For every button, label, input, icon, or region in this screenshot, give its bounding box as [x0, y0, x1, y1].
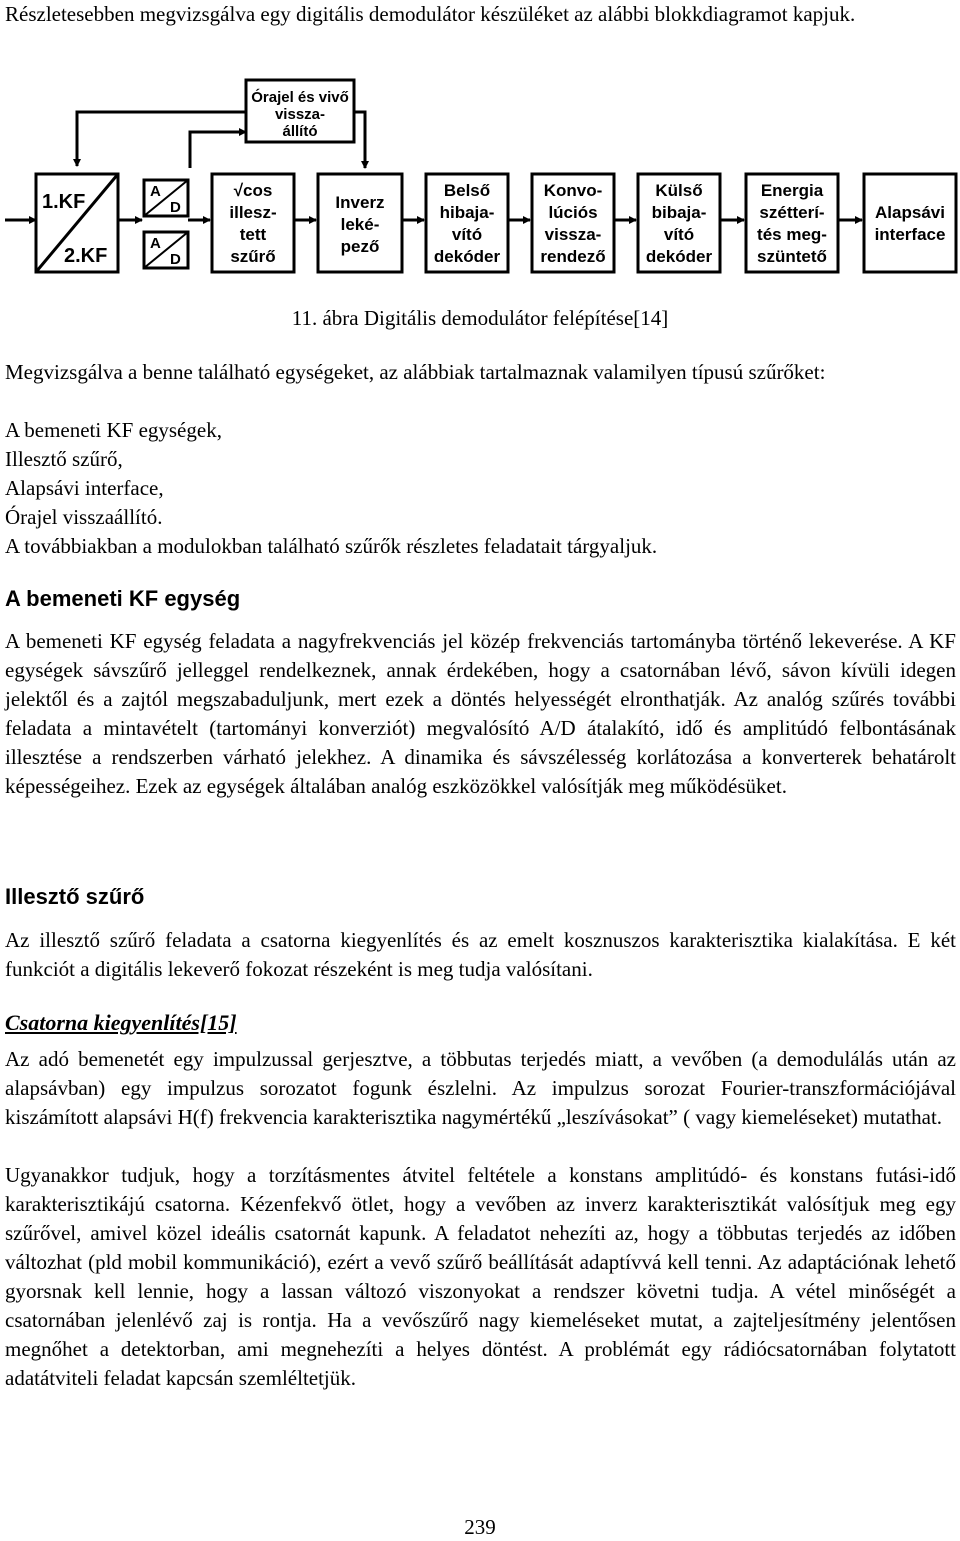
svg-text:D: D: [170, 199, 181, 216]
section-body-equalization-2: Ugyanakkor tudjuk, hogy a torzításmentes átvitel feltétele a konstans amplitúdó- és konstans futási-idő karakterisztikájú csatorna. Kézenfekvő ötlet, hogy a vevőben az inverz karakterisztikát valósítjuk meg egy szűrővel, amivel közel ideális csatornát kapunk. A feladatot nehezíti az, hogy a többutas terjedés az időben változhat (pld mobil kommunikáció), ezért a vevő szűrő beállítását adaptívvá kell tenni. Az adaptációnak lehető gyorsnak kell lennie, hogy a lassan változó viszonyokat a rendszer követni tudja. A vétel minőségét a csatornában jelenlévő zaj is rontja. Ha a vevőszűrő nagy kiemeléseket mutat, a zajteljesítmény jelentősen megnőhet a detektorban, ami megnehezíti a helyes döntést. A problémát egy rádiócsatornában folytatott adatátviteli feladat kapcsán szemléltetjük.: [5, 1163, 956, 1390]
list-item: Órajel visszaállító.: [5, 505, 163, 529]
svg-text:illesz-: illesz-: [229, 203, 277, 222]
block-diagram: [0, 72, 960, 282]
intro-paragraph: Részletesebben megvizsgálva egy digitális demodulátor készüléket az alábbi blokkdiagramot kapjuk.: [5, 2, 856, 26]
section-heading-equalization: Csatorna kiegyenlítés[15]: [5, 1010, 237, 1035]
clock-recovery-line-3: állító: [282, 123, 318, 140]
section-body-matched-filter: Az illesztő szűrő feladata a csatorna kiegyenlítés és az emelt kosznuszos karakterisztika kialakítása. E két funkciót a digitális lekeverő fokozat részeként is meg tudja valósítani.: [5, 928, 956, 981]
svg-text:Konvo-: Konvo-: [543, 181, 603, 200]
svg-text:A: A: [150, 235, 161, 252]
deinterleaver-block: [532, 174, 614, 272]
inverse-mapping-block: [318, 174, 402, 272]
svg-text:hibaja-: hibaja-: [439, 203, 495, 222]
svg-text:dekóder: dekóder: [645, 247, 713, 266]
svg-text:szüntető: szüntető: [757, 247, 827, 266]
svg-text:leké-: leké-: [340, 215, 380, 234]
svg-text:vissza-: vissza-: [544, 225, 602, 244]
svg-text:pező: pező: [340, 237, 380, 256]
ad-converter-1: [144, 180, 188, 216]
svg-text:szűrő: szűrő: [230, 247, 276, 266]
svg-text:Belső: Belső: [443, 181, 491, 200]
svg-text:vító: vító: [663, 225, 695, 244]
svg-text:D: D: [170, 251, 181, 268]
svg-text:tés meg-: tés meg-: [757, 225, 827, 244]
page-number: 239: [464, 1515, 496, 1539]
ad-converter-2: [144, 232, 188, 268]
svg-text:lúciós: lúciós: [548, 203, 598, 222]
svg-text:√cos: √cos: [233, 181, 273, 200]
svg-text:rendező: rendező: [540, 247, 606, 266]
clock-recovery-block: [246, 80, 354, 142]
svg-text:tett: tett: [239, 225, 267, 244]
list-outro: A továbbiakban a modulokban található szűrők részletes feladatait tárgyaljuk.: [5, 534, 658, 558]
svg-text:dekóder: dekóder: [433, 247, 501, 266]
svg-text:Inverz: Inverz: [335, 193, 385, 212]
kf-1-label: 1.KF: [42, 191, 86, 213]
svg-text:Külső: Külső: [655, 181, 703, 200]
list-item: Alapsávi interface,: [5, 476, 164, 500]
svg-text:bibaja-: bibaja-: [651, 203, 707, 222]
svg-text:szétterí-: szétterí-: [759, 203, 825, 222]
svg-text:A: A: [150, 183, 161, 200]
kf-2-label: 2.KF: [64, 245, 108, 267]
svg-text:vító: vító: [451, 225, 483, 244]
clock-recovery-line-2: vissza-: [274, 106, 326, 123]
svg-text:interface: interface: [874, 225, 946, 244]
section-body-kf: A bemeneti KF egység feladata a nagyfrekvenciás jel közép frekvenciás tartományba történő lekeverése. A KF egységek sávszűrő jelleggel rendelkeznek, annak érdekében, hogy a csatornában lévő, sávon kívüli idegen jelektől és a zajtól megszabaduljunk, mert ezek a döntés helyességét elronthatják. Az analóg szűrés további feladata a mintavételt (tartományi konverziót) megvalósító A/D átalakító, idő és amplitúdó felbontásának illesztése a rendszerben várható jelekhez. A dinamika és sávszélesség korlátozása a konverterek behatárolt képességeihez. Ezek az egységek általában analóg eszközökkel valósítják meg működésüket.: [5, 629, 956, 798]
clock-recovery-line-1: Órajel és vivő: [251, 89, 349, 106]
svg-text:Energia: Energia: [760, 181, 824, 200]
section-body-equalization-1: Az adó bemenetét egy impulzussal gerjesztve, a többutas terjedés miatt, a vevőben (a demodulálás után az alapsávban) egy impulzus sorozatot fogunk észlelni. Az impulzus sorozat Fourier-transzformációjával kiszámított alapsávi H(f) frekvencia karakterisztika nagymértékű „leszívásokat” ( vagy kiemeléseket) mutathat.: [5, 1047, 956, 1129]
inner-decoder-block: [426, 174, 508, 272]
list-intro: Megvizsgálva a benne található egységeket, az alábbiak tartalmaznak valamilyen típusú szűrőket:: [5, 360, 826, 384]
section-heading-kf: A bemeneti KF egység: [5, 586, 241, 611]
outer-decoder-block: [638, 174, 720, 272]
list-item: A bemeneti KF egységek,: [5, 418, 222, 442]
baseband-interface-block: [864, 174, 956, 272]
list-item: Illesztő szűrő,: [5, 447, 123, 471]
svg-text:Alapsávi: Alapsávi: [875, 203, 945, 222]
kf-block: [36, 174, 118, 272]
section-heading-matched-filter: Illesztő szűrő: [5, 884, 145, 909]
figure-caption: 11. ábra Digitális demodulátor felépítése[14]: [291, 306, 669, 330]
matched-filter-block: [212, 174, 294, 272]
energy-dispersal-block: [746, 174, 838, 272]
